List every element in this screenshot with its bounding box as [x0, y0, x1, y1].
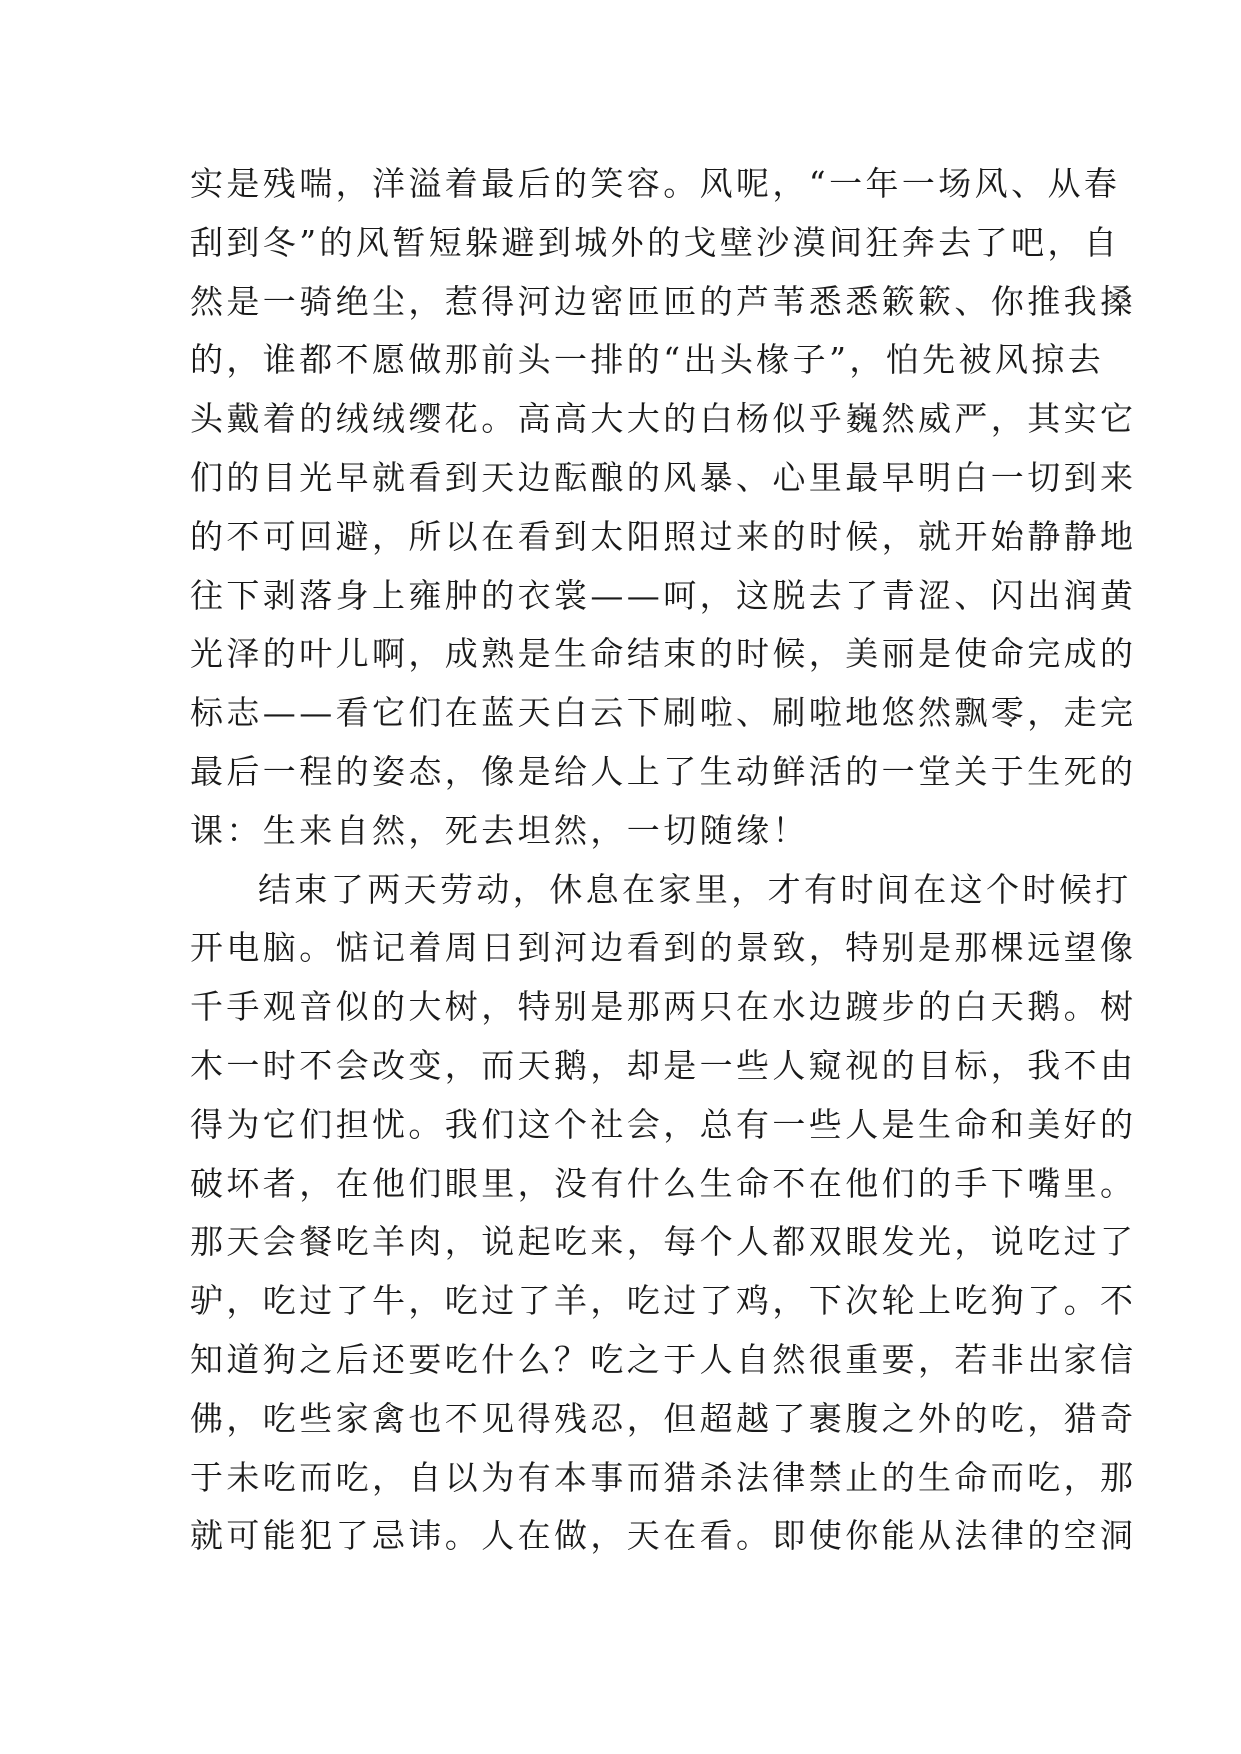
text-line: 实是残喘，洋溢着最后的笑容。风呢，“一年一场风、从春: [190, 164, 1121, 203]
text-line: 千手观音似的大树，特别是那两只在水边踱步的白天鹅。树: [190, 987, 1137, 1027]
text-line: 的，谁都不愿做那前头一排的“出头椽子”，怕先被风掠去: [190, 340, 1105, 380]
text-line: 结束了两天劳动，休息在家里，才有时间在这个时候打: [258, 869, 1132, 909]
text-line: 佛，吃些家禽也不见得残忍，但超越了裹腹之外的吃，猎奇: [190, 1398, 1137, 1438]
text-line: 标志——看它们在蓝天白云下刷啦、刷啦地悠然飘零，走完: [190, 693, 1137, 733]
text-line: 那天会餐吃羊肉，说起吃来，每个人都双眼发光，说吃过了: [190, 1222, 1137, 1262]
text-line: 木一时不会改变，而天鹅，却是一些人窥视的目标，我不由: [190, 1045, 1137, 1085]
body-text: [190, 155, 1137, 1566]
text-line: 最后一程的姿态，像是给人上了生动鲜活的一堂关于生死的: [190, 751, 1137, 791]
text-line: 开电脑。惦记着周日到河边看到的景致，特别是那棵远望像: [190, 928, 1137, 968]
text-line: 驴，吃过了牛，吃过了羊，吃过了鸡，下次轮上吃狗了。不: [190, 1281, 1137, 1321]
text-line: 光泽的叶儿啊，成熟是生命结束的时候，美丽是使命完成的: [190, 634, 1137, 674]
text-line: 然是一骑绝尘，惹得河边密匝匝的芦苇悉悉簌簌、你推我搡: [190, 281, 1137, 321]
text-line: 知道狗之后还要吃什么？吃之于人自然很重要，若非出家信: [190, 1339, 1137, 1379]
text-line: 于未吃而吃，自以为有本事而猎杀法律禁止的生命而吃，那: [190, 1457, 1137, 1497]
text-line: 刮到冬”的风暂短躲避到城外的戈壁沙漠间狂奔去了吧，自: [190, 222, 1121, 262]
text-line: 们的目光早就看到天边酝酿的风暴、心里最早明白一切到来: [190, 457, 1137, 497]
paragraph-1: [190, 155, 1137, 861]
text-line: 的不可回避，所以在看到太阳照过来的时候，就开始静静地: [190, 516, 1137, 556]
text-line: 就可能犯了忌讳。人在做，天在看。即使你能从法律的空洞: [190, 1516, 1137, 1556]
text-line: 课：生来自然，死去坦然，一切随缘！: [190, 810, 809, 850]
text-line: 往下剥落身上雍肿的衣裳——呵，这脱去了青涩、闪出润黄: [190, 575, 1137, 615]
paragraph-2: [190, 861, 1137, 1567]
text-line: 头戴着的绒绒缨花。高高大大的白杨似乎巍然威严，其实它: [190, 399, 1137, 439]
text-line: 破坏者，在他们眼里，没有什么生命不在他们的手下嘴里。: [190, 1163, 1137, 1203]
text-line: 得为它们担忧。我们这个社会，总有一些人是生命和美好的: [190, 1104, 1137, 1144]
